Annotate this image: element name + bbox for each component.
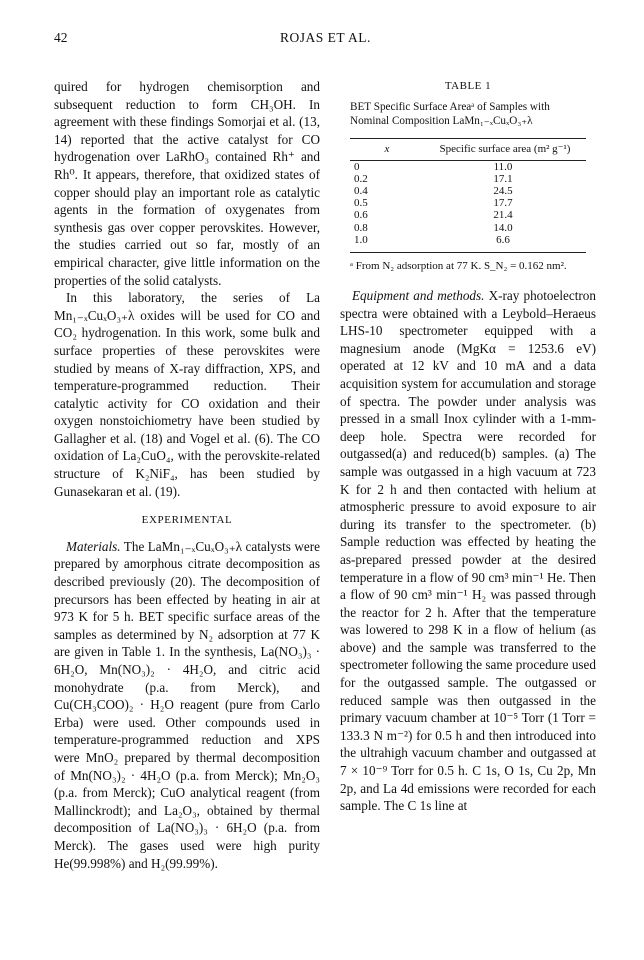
equipment-run-in-heading: Equipment and methods. [352, 288, 485, 304]
paragraph-this-laboratory: In this laboratory, the series of La Mn₁₋ₓCuₓO₃₊λ oxides will be used for CO and CO₂ hydrogenation. In this work, some bulk and surface properties of these perovskites were studied by means of X-ray diffraction, XPS, and temperature-programmed reduction. Their catalytic activity for CO oxidation and their oxygen nonstoichiometry have been studied by Gallagher et al. (18) and Vogel et al. (6). The CO oxidation of La₂CuO₄, with the perovskite-related structure of K₂NiF₄, has been studied by Gunasekaran et al. (19). [54, 290, 320, 499]
table-row: 0.8 14.0 [354, 221, 513, 234]
page-number: 42 [54, 30, 68, 45]
table-1 [340, 78, 596, 273]
table-row: 0.4 24.5 [354, 185, 513, 197]
paragraph-equipment-methods [340, 287, 596, 815]
materials-run-in-heading: Materials. [66, 538, 121, 554]
column-header-surface-area: Specific surface area (m² g⁻¹) [439, 142, 571, 155]
table-row: 1.0 6.6 [350, 234, 586, 253]
surface-area-table [350, 138, 586, 253]
column-header-x: x [384, 142, 390, 155]
left-column [54, 78, 320, 872]
table-row: 0.2 17.1 [354, 172, 513, 185]
paragraph-materials [54, 538, 320, 872]
running-head: ROJAS ET AL. [280, 30, 371, 45]
table-row: 0.6 21.4 [354, 209, 513, 222]
table-row: 0.5 17.7 [354, 197, 513, 210]
table-footnote: ᵃ From N₂ adsorption at 77 K. S_N₂ = 0.162 nm². [350, 260, 567, 273]
paragraph-intro-continued: quired for hydrogen chemisorption and subsequent reduction to form CH₃OH. In agreement with these findings Somorjai et al. (13, 14) reported that the active catalyst for CO hydrogenation over LaRhO₃ contained Rh⁺ and Rh⁰. It appears, therefore, that oxidized states of copper should play an important role as catalytic agents in the formation of oxygenates from synthesis gas over copper perovskites. However, the studies carried out so far, mostly of an empirical character, give little information on the properties of the solid catalysts. [54, 79, 320, 288]
table-row: 0 11.0 [354, 160, 513, 173]
table-header-row [350, 138, 586, 160]
materials-text: The LaMn₁₋ₓCuₓO₃₊λ catalysts were prepared by amorphous citrate decomposition as described previously (20). The decomposition of precursors has been effected by heating in air at 973 K for 5 h. BET specific surface areas of the samples as determined by N₂ adsorption at 77 K are given in Table 1. In the synthesis, La(NO₃)₃ · 6H₂O, Mn(NO₃)₂ · 4H₂O, and citric acid monohydrate (p.a. from Merck), and Cu(CH₃COO)₂ · H₂O reagent (pure from Carlo Erba) were used. Other compounds used in temperature-programmed reduction and XPS were MnO₂ prepared by thermal decomposition of Mn(NO₃)₂ · 4H₂O (p.a. from Merck); Mn₂O₃ (p.a. from Merck); CuO analytical reagent (from Mallinckrodt); and La₂O₃, obtained by thermal decomposition of La(NO₃)₃ · 6H₂O (p.a. from Merck). The gases used were high purity He(99.998%) and H₂(99.99%). [54, 538, 320, 871]
table-label: TABLE 1 [444, 80, 492, 92]
section-heading-experimental: EXPERIMENTAL [141, 514, 233, 527]
equipment-text: X-ray photoelectron spectra were obtained with a Leybold–Heraeus LHS-10 spectrometer equipped with a magnesium anode (MgKα = 1253.6 eV) operated at 12 kV and 10 mA and a data acquisition system for accumulation and storage of spectra. The powder under analysis was pressed in a small Inox cylinder with a 1-mm-deep hole. Spectra were recorded for outgassed(a) and reduced(b) samples. (a) The sample was outgassed in a high vacuum at 723 K for 2 h and then contacted with helium at atmospheric pressure to avoid exposure to air during its transfer to the spectrometer. (b) Sample reduction was effected by heating the as-prepared pressed powder at the desired temperature in a flow of 90 cm³ min⁻¹ He. Then a flow of 90 cm³ min⁻¹ H₂ was passed through the reactor for 2 h. After that the temperature was lowered to 298 K in a flow of helium (as above) and the sample was transferred to the spectrometer following the same procedure used for the outgassed sample. The outgassed or reduced sample was then outgassed in the primary vacuum chamber at 10⁻⁵ Torr (1 Torr = 133.3 N m⁻²) for 0.5 h and then introduced into the ultrahigh vacuum chamber and outgassed at 7 × 10⁻⁹ Torr for 0.5 h. C 1s, O 1s, Cu 2p, Mn 2p, and La 4d emissions were recorded for each sample. The C 1s line at [340, 288, 596, 814]
right-column [340, 78, 596, 815]
table-title: BET Specific Surface Areaᵃ of Samples with Nominal Composition LaMn₁₋ₓCuₓO₃₊λ [350, 100, 550, 127]
